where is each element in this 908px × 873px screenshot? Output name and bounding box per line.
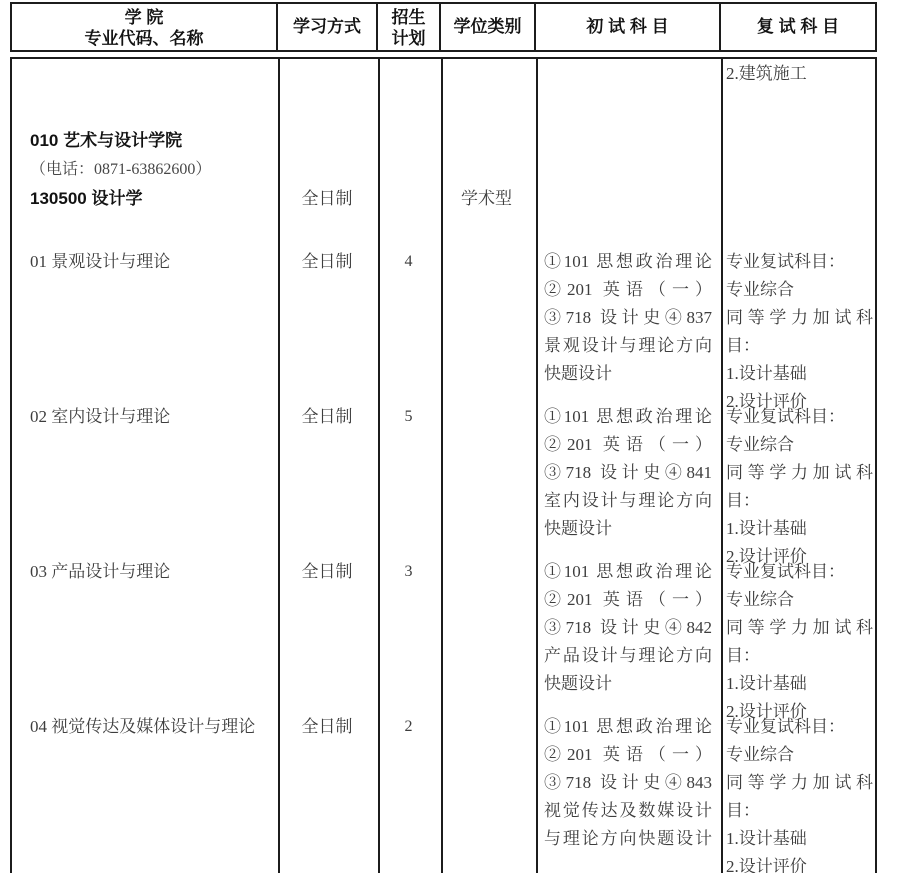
initial-exam-subjects bbox=[544, 558, 712, 698]
column-divider bbox=[278, 59, 280, 873]
retest-subject-line: 2.设计评价 bbox=[726, 702, 807, 721]
exam-subject-line: ③718 设计史④843 bbox=[544, 773, 712, 792]
retest-subject-line: 1.设计基础 bbox=[726, 364, 807, 383]
retest-subject-line: 专业综合 bbox=[726, 280, 794, 299]
retest-subject-line: 目： bbox=[726, 336, 760, 355]
retest-exam-subjects bbox=[726, 403, 873, 571]
column-divider bbox=[378, 59, 380, 873]
program-name: 01 景观设计与理论 bbox=[30, 252, 171, 271]
retest-subject-line: 目： bbox=[726, 646, 760, 665]
exam-subject-line: 视觉传达及数媒设计 bbox=[544, 801, 712, 820]
exam-subject-line: 景观设计与理论方向 bbox=[544, 336, 712, 355]
retest-subject-line: 同等学力加试科 bbox=[726, 463, 873, 482]
retest-subject-line: 2.设计评价 bbox=[726, 392, 807, 411]
column-divider bbox=[441, 59, 443, 873]
exam-subject-line: ①101 思想政治理论 bbox=[544, 252, 712, 271]
program-name: 02 室内设计与理论 bbox=[30, 407, 171, 426]
college-phone: （电话：0871-63862600） bbox=[30, 161, 212, 178]
program-study-mode: 全日制 bbox=[301, 562, 353, 581]
retest-subject-line: 专业复试科目： bbox=[726, 407, 845, 426]
college-study-mode: 全日制 bbox=[301, 189, 353, 208]
header-quota-line2: 计划 bbox=[391, 29, 426, 48]
retest-subject-line: 专业综合 bbox=[726, 745, 794, 764]
retest-subject-line: 专业综合 bbox=[726, 435, 794, 454]
program-quota: 2 bbox=[404, 718, 413, 735]
retest-subject-line: 专业复试科目： bbox=[726, 717, 845, 736]
program-study-mode: 全日制 bbox=[301, 717, 353, 736]
retest-subject-line: 2.设计评价 bbox=[726, 857, 807, 873]
exam-subject-line: ①101 思想政治理论 bbox=[544, 407, 712, 426]
retest-subject-line: 1.设计基础 bbox=[726, 829, 807, 848]
header-study-mode-column bbox=[278, 4, 376, 50]
exam-subject-line: 快题设计 bbox=[544, 674, 612, 693]
program-quota: 3 bbox=[404, 563, 413, 580]
column-divider bbox=[721, 59, 723, 873]
exam-subject-line: 快题设计 bbox=[544, 364, 612, 383]
retest-subject-line: 专业复试科目： bbox=[726, 562, 845, 581]
retest-subject-line: 专业复试科目： bbox=[726, 252, 845, 271]
header-retest-exam-column bbox=[721, 4, 875, 50]
college-code-name: 010 艺术与设计学院 bbox=[30, 131, 183, 150]
initial-exam-subjects bbox=[544, 248, 712, 388]
exam-subject-line: 与理论方向快题设计 bbox=[544, 829, 712, 848]
college-degree-type: 学术型 bbox=[461, 189, 512, 208]
header-college-column bbox=[12, 4, 276, 50]
exam-subject-line: ③718 设计史④842 bbox=[544, 618, 712, 637]
initial-exam-subjects bbox=[544, 713, 712, 853]
exam-subject-line: ①101 思想政治理论 bbox=[544, 717, 712, 736]
exam-subject-line: ③718 设计史④841 bbox=[544, 463, 712, 482]
exam-subject-line: ②201 英语（一） bbox=[544, 435, 712, 454]
header-college-line2: 专业代码、名称 bbox=[84, 29, 204, 48]
header-initial-exam-label: 初 试 科 目 bbox=[586, 17, 669, 36]
program-quota: 5 bbox=[404, 408, 413, 425]
retest-subject-line: 专业综合 bbox=[726, 590, 794, 609]
exam-subject-line: ②201 英语（一） bbox=[544, 745, 712, 764]
carryover-retest-line: 2.建筑施工 bbox=[726, 64, 807, 83]
exam-subject-line: 快题设计 bbox=[544, 519, 612, 538]
retest-subject-line: 1.设计基础 bbox=[726, 519, 807, 538]
header-quota-line1: 招生 bbox=[391, 8, 426, 27]
retest-exam-subjects bbox=[726, 713, 873, 873]
table-header-row bbox=[10, 2, 877, 52]
retest-subject-line: 目： bbox=[726, 801, 760, 820]
header-retest-exam-label: 复 试 科 目 bbox=[756, 17, 840, 36]
retest-subject-line: 同等学力加试科 bbox=[726, 618, 873, 637]
exam-subject-line: 产品设计与理论方向 bbox=[544, 646, 712, 665]
college-block bbox=[30, 126, 275, 213]
program-quota: 4 bbox=[404, 253, 413, 270]
header-college-line1: 学 院 bbox=[124, 8, 164, 27]
retest-subject-line: 目： bbox=[726, 491, 760, 510]
exam-subject-line: ②201 英语（一） bbox=[544, 280, 712, 299]
exam-subject-line: 室内设计与理论方向 bbox=[544, 491, 712, 510]
major-code-name: 130500 设计学 bbox=[30, 189, 143, 208]
initial-exam-subjects bbox=[544, 403, 712, 543]
header-quota-column bbox=[378, 4, 439, 50]
header-degree-type-column bbox=[441, 4, 534, 50]
retest-subject-line: 同等学力加试科 bbox=[726, 773, 873, 792]
exam-subject-line: ③718 设计史④837 bbox=[544, 308, 712, 327]
header-degree-type-label: 学位类别 bbox=[453, 17, 522, 36]
retest-subject-line: 2.设计评价 bbox=[726, 547, 807, 566]
exam-subject-line: ①101 思想政治理论 bbox=[544, 562, 712, 581]
retest-subject-line: 1.设计基础 bbox=[726, 674, 807, 693]
program-study-mode: 全日制 bbox=[301, 407, 353, 426]
exam-subject-line: ②201 英语（一） bbox=[544, 590, 712, 609]
retest-subject-line: 同等学力加试科 bbox=[726, 308, 873, 327]
header-initial-exam-column bbox=[536, 4, 719, 50]
retest-exam-subjects bbox=[726, 558, 873, 726]
program-name: 03 产品设计与理论 bbox=[30, 562, 171, 581]
program-study-mode: 全日制 bbox=[301, 252, 353, 271]
column-divider bbox=[536, 59, 538, 873]
header-study-mode-label: 学习方式 bbox=[293, 17, 361, 36]
program-name: 04 视觉传达及媒体设计与理论 bbox=[30, 717, 256, 736]
retest-exam-subjects bbox=[726, 248, 873, 416]
